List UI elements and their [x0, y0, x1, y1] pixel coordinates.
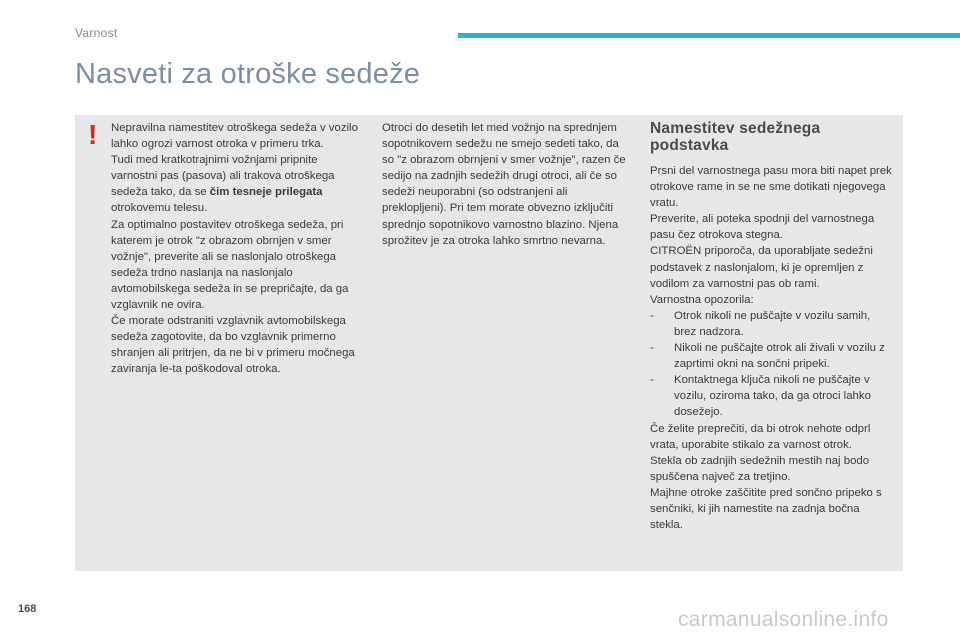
list-item — [650, 340, 895, 372]
warning-column — [111, 120, 359, 378]
warning-paragraph: Če morate odstraniti vzglavnik avtomobilskega sedeža zagotovite, da bo vzglavnik primerno shranjen ali pritrjen, da ne bi v primeru močnega zaviranja le-ta poškodoval otroka. — [111, 315, 355, 376]
warning-emphasis: čim tesneje prilegata — [209, 186, 323, 199]
airbag-warning-text: Otroci do desetih let med vožnjo na sprednjem sopotnikovem sedežu ne smejo sedeti tako, da so "z obrazom obrnjeni v smer vožnje", razen če sedijo na zadnjih sedežih drugi otroci, ali če so sedeži neuporabni (so odstranjeni ali preklopljeni). Pri tem morate obvezno izključiti sprednjo sopotnikovo varnostno blazino. Njena sprožitev je za otroka lahko smrtno nevarna. — [382, 122, 626, 247]
list-item-text: Kontaktnega ključa nikoli ne puščajte v vozilu, oziroma tako, da ga otroci lahko dosežejo. — [674, 374, 871, 419]
warning-text: otrokovemu telesu. — [111, 202, 208, 215]
warning-paragraph — [111, 152, 359, 216]
booster-paragraph: Prsni del varnostnega pasu mora biti napet prek otrokove rame in se ne sme dotikati njegovega vratu. — [650, 165, 892, 210]
booster-column — [650, 120, 895, 533]
list-item-text: Otrok nikoli ne puščajte v vozilu samih, brez nadzora. — [674, 309, 871, 338]
booster-paragraph: Stekla ob zadnjih sedežnih mestih naj bodo spuščena največ za tretjino. — [650, 454, 870, 483]
list-dash: - — [650, 309, 654, 322]
warning-paragraph: Za optimalno postavitev otroškega sedeža, pri katerem je otrok "z obrazom obrnjen v smer vožnje", preverite ali se naslonjalo otroškega sedeža trdno naslanja na naslonjalo avtomobilskega sedeža in se prepričajte, da ga vzglavnik ne ovira. — [111, 218, 349, 312]
header-accent-bar — [458, 33, 960, 38]
section-label: Varnost — [75, 26, 118, 40]
list-dash: - — [650, 342, 654, 355]
exclamation-icon: ! — [88, 119, 98, 150]
page-title: Nasveti za otroške sedeže — [75, 58, 421, 90]
booster-paragraph: Preverite, ali poteka spodnji del varnostnega pasu čez otrokova stegna. — [650, 213, 875, 242]
list-item — [650, 372, 895, 420]
list-item-text: Nikoli ne puščajte otrok ali živali v vozilu z zaprtimi okni na sončni pripeki. — [674, 342, 885, 371]
list-dash: - — [650, 374, 654, 387]
watermark: carmanualsonline.info — [678, 608, 889, 631]
booster-paragraph: Majhne otroke zaščitite pred sončno pripeko s senčniki, ki jih namestite na zadnja bočna stekla. — [650, 486, 882, 532]
airbag-warning-column — [382, 120, 627, 249]
page-number: 168 — [18, 603, 37, 615]
booster-heading: Namestitev sedežnega podstavka — [650, 120, 821, 154]
list-item — [650, 308, 895, 340]
booster-paragraph: Če želite preprečiti, da bi otrok nehote odprl vrata, uporabite stikalo za varnost otrok. — [650, 422, 871, 451]
warning-paragraph: Nepravilna namestitev otroškega sedeža v vozilo lahko ogrozi varnost otroka v primeru trka. — [111, 122, 358, 151]
booster-paragraph: CITROËN priporoča, da uporabljate sedežni podstavek z naslonjalom, ki je opremljen z vodilom za varnostni pas ob rami. — [650, 245, 873, 290]
warning-text: Tudi med kratkotrajnimi vožnjami pripnite varnostni pas (pasova) ali trakova otroškega sedeža tako, da se — [111, 154, 335, 199]
booster-paragraph: Varnostna opozorila: — [650, 293, 754, 306]
